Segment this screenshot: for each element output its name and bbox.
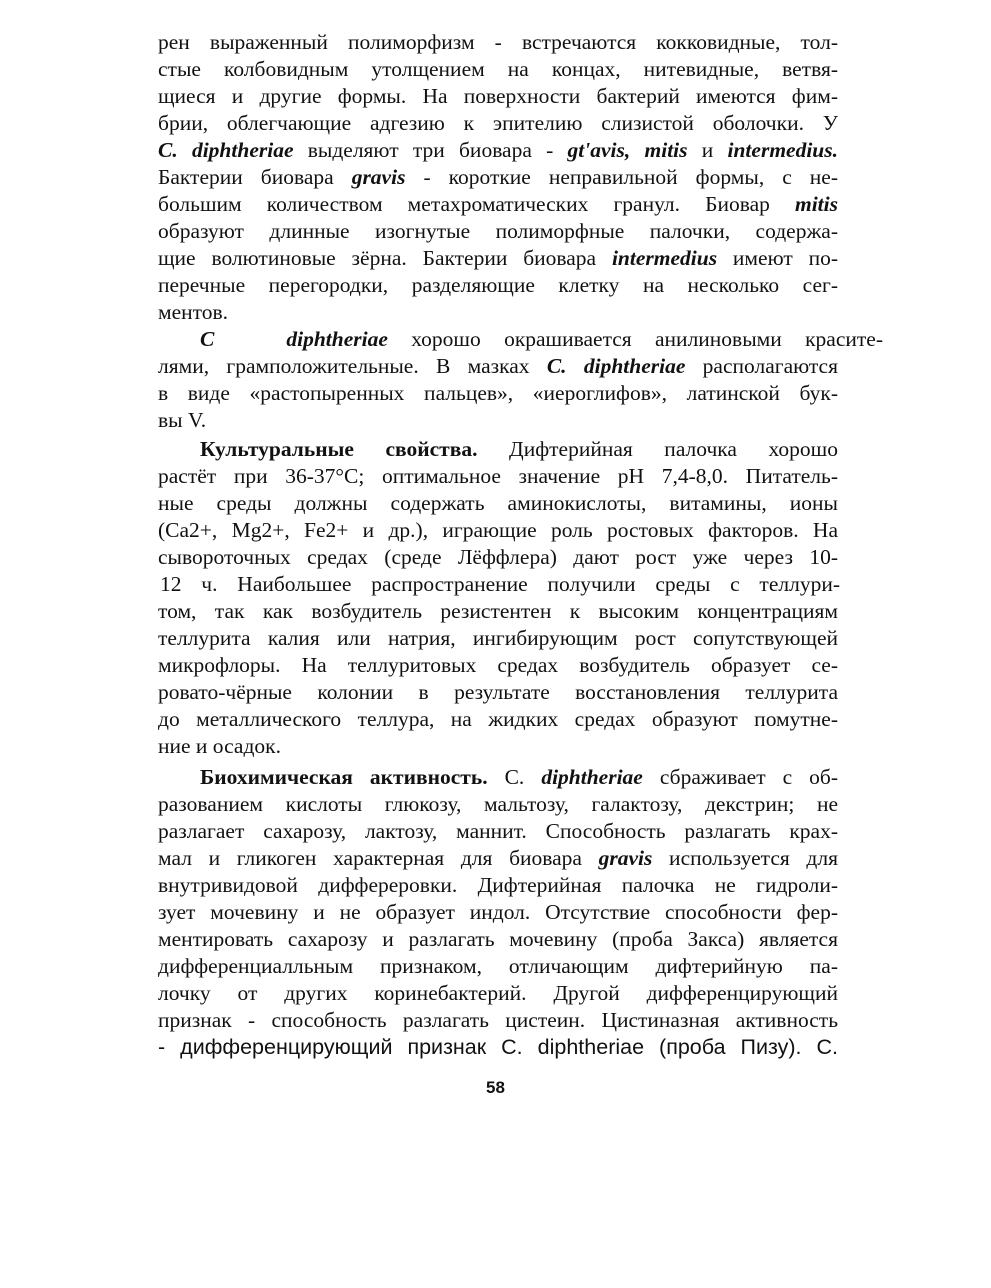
text-line: брии, облегчающие адгезию к эпителию слизистой оболочки. У xyxy=(158,111,838,135)
text-line xyxy=(200,764,838,791)
text-line: 12 ч. Наибольшее распространение получили среды с теллури- xyxy=(160,572,840,596)
text-span: Дифтерийная палочка хорошо xyxy=(477,437,838,461)
text-span: щие волютиновые зёрна. Бактерии биовара xyxy=(158,246,612,270)
text-line xyxy=(200,326,883,353)
text-line xyxy=(158,245,838,272)
text-span: выделяют три биовара - xyxy=(293,138,568,162)
text-line: внутривидовой диффереровки. Дифтерийная палочка не гидроли- xyxy=(158,873,838,897)
text-span: - короткие неправильной формы, с не- xyxy=(405,165,838,189)
text-line: лочку от других коринебактерий. Другой дифференцирующий xyxy=(158,981,838,1005)
biovar-name: gravis xyxy=(598,846,653,870)
text-line: микрофлоры. На теллуритовых средах возбудитель образует се- xyxy=(158,653,838,677)
text-line: растёт при 36-37°С; оптимальное значение рН 7,4-8,0. Питатель- xyxy=(158,464,838,488)
species-name: C. diphtheriae xyxy=(546,354,686,378)
text-span: имеют по- xyxy=(717,246,838,270)
species-name: C. diphtheriae xyxy=(158,138,294,162)
text-line xyxy=(158,353,838,380)
text-line: стые колбовидным утолщением на концах, нитевидные, ветвя- xyxy=(158,57,838,81)
page-number: 58 xyxy=(486,1078,505,1097)
text-line: перечные перегородки, разделяющие клетку на несколько сег- xyxy=(158,273,838,297)
section-heading: Культуральные свойства. xyxy=(200,437,478,461)
species-name: C xyxy=(200,327,215,351)
text-line xyxy=(158,137,838,164)
text-span: мал и гликоген характерная для биовара xyxy=(158,846,599,870)
text-line xyxy=(200,436,838,463)
text-span: сбраживает с об- xyxy=(642,765,838,789)
section-heading: Биохимическая активность. xyxy=(200,765,488,789)
text-line: зует мочевину и не образует индол. Отсутствие способности фер- xyxy=(158,900,838,924)
text-line: дифференциалльным признаком, отличающим дифтерийную па- xyxy=(158,954,838,978)
text-line: теллурита калия или натрия, ингибирующим рост сопутствующей xyxy=(158,626,838,650)
biovar-name: intermedius. xyxy=(727,138,839,162)
biovar-name: mitis xyxy=(794,192,838,216)
text-line xyxy=(158,845,838,872)
biovar-name: mitis xyxy=(644,138,688,162)
text-line: сывороточных средах (среде Лёффлера) дают рост уже через 10- xyxy=(158,545,838,569)
text-line: вы V. xyxy=(158,408,207,432)
text-line: рен выраженный полиморфизм - встречаются кокковидные, тол- xyxy=(158,30,838,54)
species-name: diphtheriae xyxy=(541,765,643,789)
text-span: лями, грамположительные. В мазках xyxy=(158,354,547,378)
text-span: хорошо окрашивается анилиновыми красите- xyxy=(387,327,883,351)
text-span: используется для xyxy=(652,846,838,870)
text-line xyxy=(158,164,838,191)
biovar-name: gt'avis, xyxy=(567,138,631,162)
text-line: признак - способность разлагать цистеин. Цистиназная активность xyxy=(158,1008,838,1032)
text-line: в виде «растопыренных пальцев», «иероглифов», латинской бук- xyxy=(158,381,838,405)
text-span: Бактерии биовара xyxy=(158,165,352,189)
text-line: ние и осадок. xyxy=(158,734,281,758)
text-line: разлагает сахарозу, лактозу, маннит. Способность разлагать крах- xyxy=(158,819,838,843)
biovar-name: intermedius xyxy=(611,246,718,270)
text-span: С. xyxy=(487,765,542,789)
text-line xyxy=(158,191,838,218)
species-name: diphtheriae xyxy=(286,327,388,351)
text-span: располагаются xyxy=(685,354,838,378)
text-line: образуют длинные изогнутые полиморфные палочки, содержа- xyxy=(158,219,838,243)
text-line: щиеся и другие формы. На поверхности бактерий имеются фим- xyxy=(158,84,838,108)
text-line: ментировать сахарозу и разлагать мочевину (проба Закса) является xyxy=(158,927,838,951)
text-span xyxy=(630,138,644,162)
text-line: ровато-чёрные колонии в результате восстановления теллурита xyxy=(158,680,838,704)
text-line: том, так как возбудитель резистентен к высоким концентрациям xyxy=(158,599,838,623)
text-line: до металлического теллура, на жидких средах образуют помутне- xyxy=(158,707,838,731)
text-line: - дифференцирующий признак С. diphtheriae (проба Пизу). С. xyxy=(158,1035,838,1059)
text-span: большим количеством метахроматических гранул. Биовар xyxy=(158,192,795,216)
text-line: ные среды должны содержать аминокислоты, витамины, ионы xyxy=(158,491,838,515)
text-line: разованием кислоты глюкозу, мальтозу, галактозу, декстрин; не xyxy=(158,792,838,816)
text-line: ментов. xyxy=(158,300,229,324)
biovar-name: gravis xyxy=(351,165,406,189)
text-line: (Са2+, Mg2+, Fe2+ и др.), играющие роль ростовых факторов. На xyxy=(158,518,838,542)
text-span: и xyxy=(687,138,728,162)
